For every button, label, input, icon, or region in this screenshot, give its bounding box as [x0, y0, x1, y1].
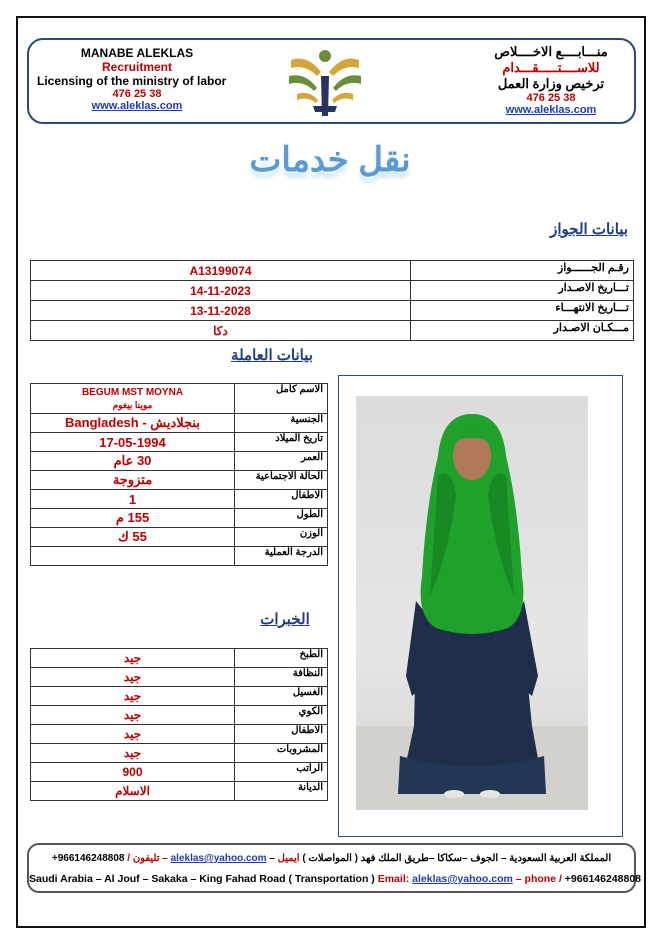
phone-en: 476 25 38: [112, 88, 162, 100]
footer-arabic-line: المملكة العربية السعودية – الجوف –سكاكا –طريق الملك فهد ( المواصلات ) ايميل – aleklas@yahoo.com – تليفون / 966146248808+: [51, 853, 612, 864]
company-subtitle-en: Recruitment: [101, 60, 172, 74]
issue-date-label: تـــاريخ الاصـدار: [411, 281, 634, 301]
website-link-en[interactable]: www.aleklas.com: [91, 100, 183, 112]
beverages-label: المشروبات: [235, 744, 328, 763]
passport-number-label: رقـم الجــــــواز: [411, 261, 634, 281]
experience-table: [30, 648, 328, 801]
age-label: العمر: [235, 452, 328, 471]
footer-phone-ar: 966146248808+: [51, 853, 125, 864]
table-row: [31, 414, 328, 433]
table-row: [31, 763, 328, 782]
name-arabic: موينا بيغوم: [112, 399, 153, 410]
salary-value: 900: [31, 763, 235, 782]
footer-address-en: Saudi Arabia – Al Jouf – Sakaka – King Fahad Road ( Transportation ): [29, 873, 375, 885]
table-row: [31, 528, 328, 547]
height-value: 155 م: [31, 509, 235, 528]
footer-email-label-en: Email:: [377, 873, 410, 885]
table-row: [31, 706, 328, 725]
license-en: Licensing of the ministry of labor: [37, 74, 227, 88]
childcare-label: الاطفال: [235, 725, 328, 744]
cleaning-value: جيد: [31, 668, 235, 687]
footer-phone-label-en: – phone /: [515, 873, 562, 885]
company-name-ar: منـــابــــع الاخــــلاص: [494, 44, 608, 59]
experience-section-title: الخبرات: [260, 611, 310, 628]
worker-section-title: بيانات العاملة: [231, 347, 313, 364]
footer-contact: [27, 843, 642, 893]
full-name-label: الاسم كامل: [235, 384, 328, 414]
ironing-label: الكوي: [235, 706, 328, 725]
ironing-value: جيد: [31, 706, 235, 725]
table-row: [31, 547, 328, 566]
letterhead: [27, 38, 636, 124]
table-row: [31, 490, 328, 509]
footer-phone-en: +966146248808: [564, 873, 642, 885]
cooking-value: جيد: [31, 649, 235, 668]
company-subtitle-ar: للاســــتـــــقـــدام: [502, 60, 600, 75]
letterhead-arabic: [476, 44, 626, 116]
table-row: [31, 509, 328, 528]
passport-table: [30, 260, 634, 341]
phone-ar: 476 25 38: [526, 92, 576, 104]
footer-email-link-en[interactable]: aleklas@yahoo.com: [412, 873, 513, 885]
table-row: [31, 261, 634, 281]
expiry-date-value: 13-11-2028: [31, 301, 411, 321]
issue-place-value: دكا: [31, 321, 411, 341]
education-label: الدرجة العملية: [235, 547, 328, 566]
religion-value: الاسلام: [31, 782, 235, 801]
cooking-label: الطبخ: [235, 649, 328, 668]
beverages-value: جيد: [31, 744, 235, 763]
table-row: [31, 668, 328, 687]
nationality-value: Bangladesh - بنجلاديش: [31, 414, 235, 433]
education-value: [31, 547, 235, 566]
table-row: [31, 782, 328, 801]
table-row: [31, 301, 634, 321]
company-name-en: MANABE ALEKLAS: [80, 46, 194, 60]
washing-label: الغسيل: [235, 687, 328, 706]
cleaning-label: النظافة: [235, 668, 328, 687]
photo-frame: [338, 375, 623, 837]
washing-value: جيد: [31, 687, 235, 706]
religion-label: الديانة: [235, 782, 328, 801]
passport-number-value: A13199074: [31, 261, 411, 281]
birth-date-label: تاريخ الميلاد: [235, 433, 328, 452]
weight-value: 55 ك: [31, 528, 235, 547]
footer-email-link-ar[interactable]: aleklas@yahoo.com: [170, 853, 267, 864]
issue-date-value: 14-11-2023: [31, 281, 411, 301]
website-link-ar[interactable]: www.aleklas.com: [505, 104, 597, 116]
table-row: [31, 321, 634, 341]
table-row: [31, 725, 328, 744]
height-label: الطول: [235, 509, 328, 528]
footer-email-label-ar: ايميل: [277, 853, 300, 864]
passport-section-title: بيانات الجواز: [550, 221, 628, 238]
full-name-value: [31, 384, 235, 414]
name-english: BEGUM MST MOYNA: [81, 386, 184, 398]
children-label: الاطفال: [235, 490, 328, 509]
age-value: 30 عام: [31, 452, 235, 471]
footer-phone-label-ar: – تليفون /: [127, 853, 168, 864]
worker-table: [30, 383, 328, 566]
table-row: [31, 433, 328, 452]
childcare-value: جيد: [31, 725, 235, 744]
table-row: [31, 744, 328, 763]
issue-place-label: مـــكـان الاصـدار: [411, 321, 634, 341]
footer-address-ar: المملكة العربية السعودية – الجوف –سكاكا –طريق الملك فهد ( المواصلات ): [302, 853, 612, 864]
letterhead-english: [37, 46, 237, 112]
license-ar: ترخيص وزارة العمل: [497, 76, 605, 91]
nationality-label: الجنسية: [235, 414, 328, 433]
table-row: [31, 384, 328, 414]
marital-status-label: الحالة الاجتماعية: [235, 471, 328, 490]
marital-status-value: متزوجة: [31, 471, 235, 490]
table-row: [31, 471, 328, 490]
table-row: [31, 281, 634, 301]
table-row: [31, 649, 328, 668]
worker-figure: [356, 396, 588, 810]
weight-label: الوزن: [235, 528, 328, 547]
salary-label: الراتب: [235, 763, 328, 782]
footer-english-line: [29, 873, 642, 885]
table-row: [31, 687, 328, 706]
table-row: [31, 452, 328, 471]
document-title: نقل خدمات: [249, 141, 411, 179]
company-logo: [287, 46, 363, 118]
children-value: 1: [31, 490, 235, 509]
worker-photo: [356, 396, 588, 810]
birth-date-value: 17-05-1994: [31, 433, 235, 452]
expiry-date-label: تـــاريخ الانتهـــاء: [411, 301, 634, 321]
